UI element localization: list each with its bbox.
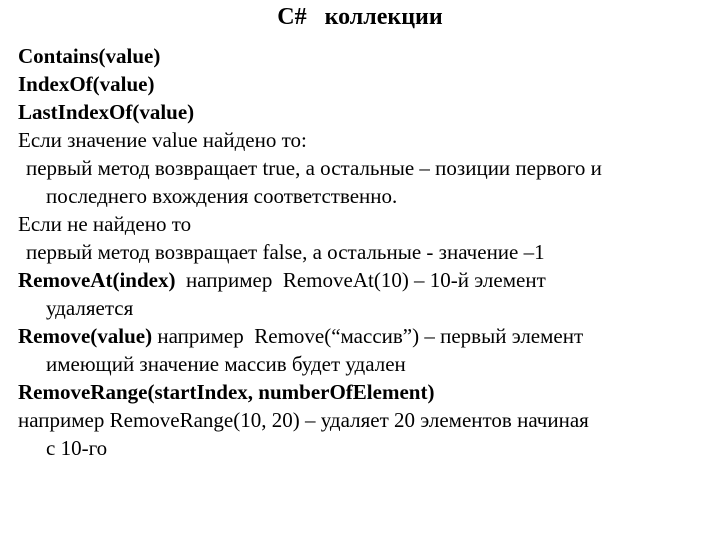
line-remove-cont: имеющий значение массив будет удален xyxy=(46,352,406,376)
method-index-of: IndexOf(value) xyxy=(18,72,155,96)
slide-title: C# коллекции xyxy=(277,4,443,30)
remove-at-example: например RemoveAt(10) – 10-й элемент xyxy=(175,268,546,292)
method-remove: Remove(value) xyxy=(18,324,153,348)
line-remove-range-example: например RemoveRange(10, 20) – удаляет 20 элементов начиная xyxy=(18,408,589,432)
line-if-not-found: Если не найдено то xyxy=(18,212,192,236)
line-contains xyxy=(18,42,710,70)
line-remove-at xyxy=(18,266,710,294)
line-found-2: последнего вхождения соответственно. xyxy=(46,184,398,208)
line-index-of xyxy=(18,70,710,98)
line-if-found: Если значение value найдено то: xyxy=(18,128,307,152)
method-contains: Contains(value) xyxy=(18,44,161,68)
line-last-index-of xyxy=(18,98,710,126)
line-remove-at-cont: удаляется xyxy=(46,296,134,320)
line-not-found-1: первый метод возвращает false, а остальные - значение –1 xyxy=(26,240,545,264)
line-remove-range xyxy=(18,378,710,406)
method-remove-at: RemoveAt(index) xyxy=(18,268,176,292)
method-remove-range: RemoveRange(startIndex, numberOfElement) xyxy=(18,380,435,404)
line-found-1: первый метод возвращает true, а остальные – позиции первого и xyxy=(26,156,602,180)
line-remove xyxy=(18,322,710,350)
remove-example: например Remove(“массив”) – первый элемент xyxy=(152,324,584,348)
method-last-index-of: LastIndexOf(value) xyxy=(18,100,195,124)
slide-body xyxy=(18,42,710,462)
line-remove-range-cont: с 10-го xyxy=(46,436,108,460)
